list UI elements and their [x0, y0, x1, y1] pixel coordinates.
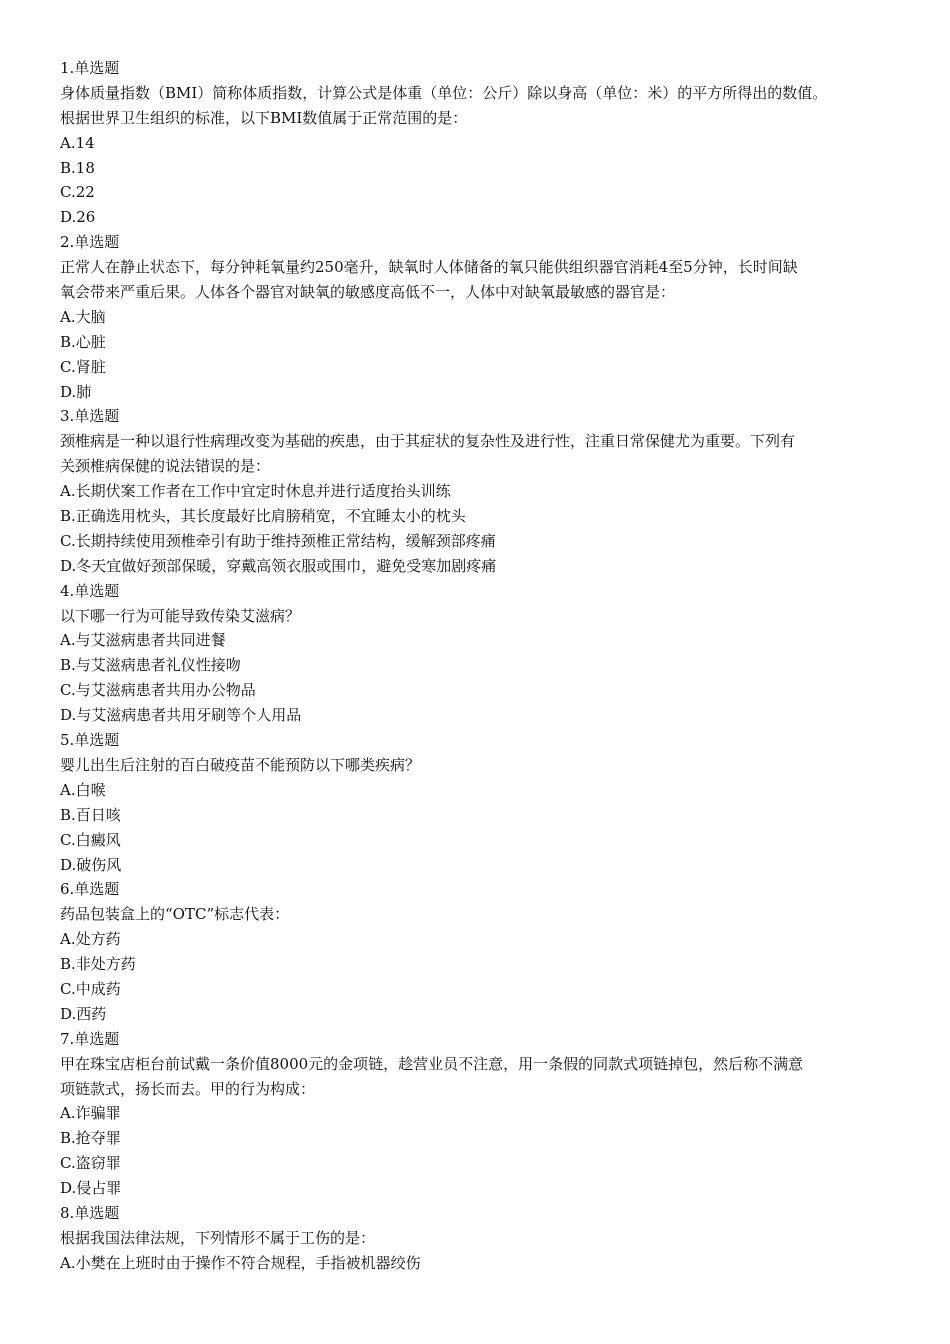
- option-a: A.小樊在上班时由于操作不符合规程，手指被机器绞伤: [60, 1253, 421, 1272]
- question-5: [60, 728, 920, 877]
- option-a: A.长期伏案工作者在工作中宜定时休息并进行适度抬头训练: [60, 482, 451, 501]
- exam-document: [60, 56, 920, 1276]
- option-a: A.与艾滋病患者共同进餐: [60, 631, 226, 650]
- question-header: 5.单选题: [60, 731, 120, 750]
- option-c: C.与艾滋病患者共用办公物品: [60, 681, 256, 700]
- question-stem-line: 根据世界卫生组织的标准，以下BMI数值属于正常范围的是：: [60, 108, 468, 127]
- question-stem-line: 婴儿出生后注射的百白破疫苗不能预防以下哪类疾病？: [60, 755, 421, 774]
- option-d: D.破伤风: [60, 855, 122, 874]
- option-b: B.抢夺罪: [60, 1129, 121, 1148]
- option-c: C.22: [60, 183, 95, 202]
- option-a: A.14: [60, 133, 95, 152]
- question-8: [60, 1201, 920, 1276]
- option-c: C.中成药: [60, 979, 121, 998]
- question-stem-line: 项链款式，扬长而去。甲的行为构成：: [60, 1079, 316, 1098]
- question-stem-line: 药品包装盒上的“OTC”标志代表：: [60, 905, 290, 924]
- question-stem-line: 以下哪一行为可能导致传染艾滋病？: [60, 606, 301, 625]
- question-stem-line: 甲在珠宝店柜台前试戴一条价值8000元的金项链，趁营业员不注意，用一条假的同款式项链掉包，然后称不满意: [60, 1054, 804, 1073]
- question-header: 6.单选题: [60, 880, 120, 899]
- question-3: [60, 404, 920, 578]
- question-2: [60, 230, 920, 404]
- question-header: 1.单选题: [60, 59, 120, 77]
- question-stem-line: 根据我国法律法规，下列情形不属于工伤的是：: [60, 1228, 376, 1247]
- question-header: 2.单选题: [60, 233, 120, 252]
- option-d: D.肺: [60, 382, 92, 401]
- option-b: B.正确选用枕头，其长度最好比肩膀稍宽，不宜睡太小的枕头: [60, 507, 466, 526]
- question-stem-line: 正常人在静止状态下，每分钟耗氧量约250毫升，缺氧时人体储备的氧只能供组织器官消耗4至5分钟，长时间缺: [60, 258, 798, 277]
- question-header: 4.单选题: [60, 581, 120, 600]
- question-4: [60, 579, 920, 728]
- option-c: C.肾脏: [60, 357, 106, 376]
- question-6: [60, 877, 920, 1026]
- option-d: D.26: [60, 208, 96, 227]
- question-header: 8.单选题: [60, 1203, 120, 1222]
- option-b: B.百日咳: [60, 805, 121, 824]
- option-a: A.白喉: [60, 780, 106, 799]
- option-d: D.西药: [60, 1004, 107, 1023]
- option-b: B.与艾滋病患者礼仪性接吻: [60, 656, 241, 675]
- question-header: 7.单选题: [60, 1029, 120, 1048]
- option-a: A.诈骗罪: [60, 1104, 121, 1123]
- option-c: C.盗窃罪: [60, 1154, 121, 1173]
- question-header: 3.单选题: [60, 407, 120, 426]
- option-b: B.心脏: [60, 332, 106, 351]
- question-stem-line: 颈椎病是一种以退行性病理改变为基础的疾患，由于其症状的复杂性及进行性，注重日常保健尤为重要。下列有: [60, 432, 796, 451]
- option-d: D.与艾滋病患者共用牙刷等个人用品: [60, 706, 302, 725]
- question-stem-line: 身体质量指数（BMI）简称体质指数，计算公式是体重（单位：公斤）除以身高（单位：米）的平方所得出的数值。: [60, 83, 828, 102]
- option-d: D.侵占罪: [60, 1179, 122, 1198]
- option-b: B.18: [60, 158, 95, 177]
- option-c: C.长期持续使用颈椎牵引有助于维持颈椎正常结构，缓解颈部疼痛: [60, 531, 496, 550]
- option-d: D.冬天宜做好颈部保暖，穿戴高领衣服或围巾，避免受寒加剧疼痛: [60, 556, 497, 575]
- option-b: B.非处方药: [60, 955, 136, 974]
- option-c: C.白癜风: [60, 830, 121, 849]
- option-a: A.处方药: [60, 930, 121, 949]
- question-stem-line: 关颈椎病保健的说法错误的是：: [60, 457, 271, 476]
- question-1: [60, 56, 920, 230]
- question-7: [60, 1027, 920, 1201]
- option-a: A.大脑: [60, 307, 106, 326]
- question-stem-line: 氧会带来严重后果。人体各个器官对缺氧的敏感度高低不一，人体中对缺氧最敏感的器官是：: [60, 283, 676, 302]
